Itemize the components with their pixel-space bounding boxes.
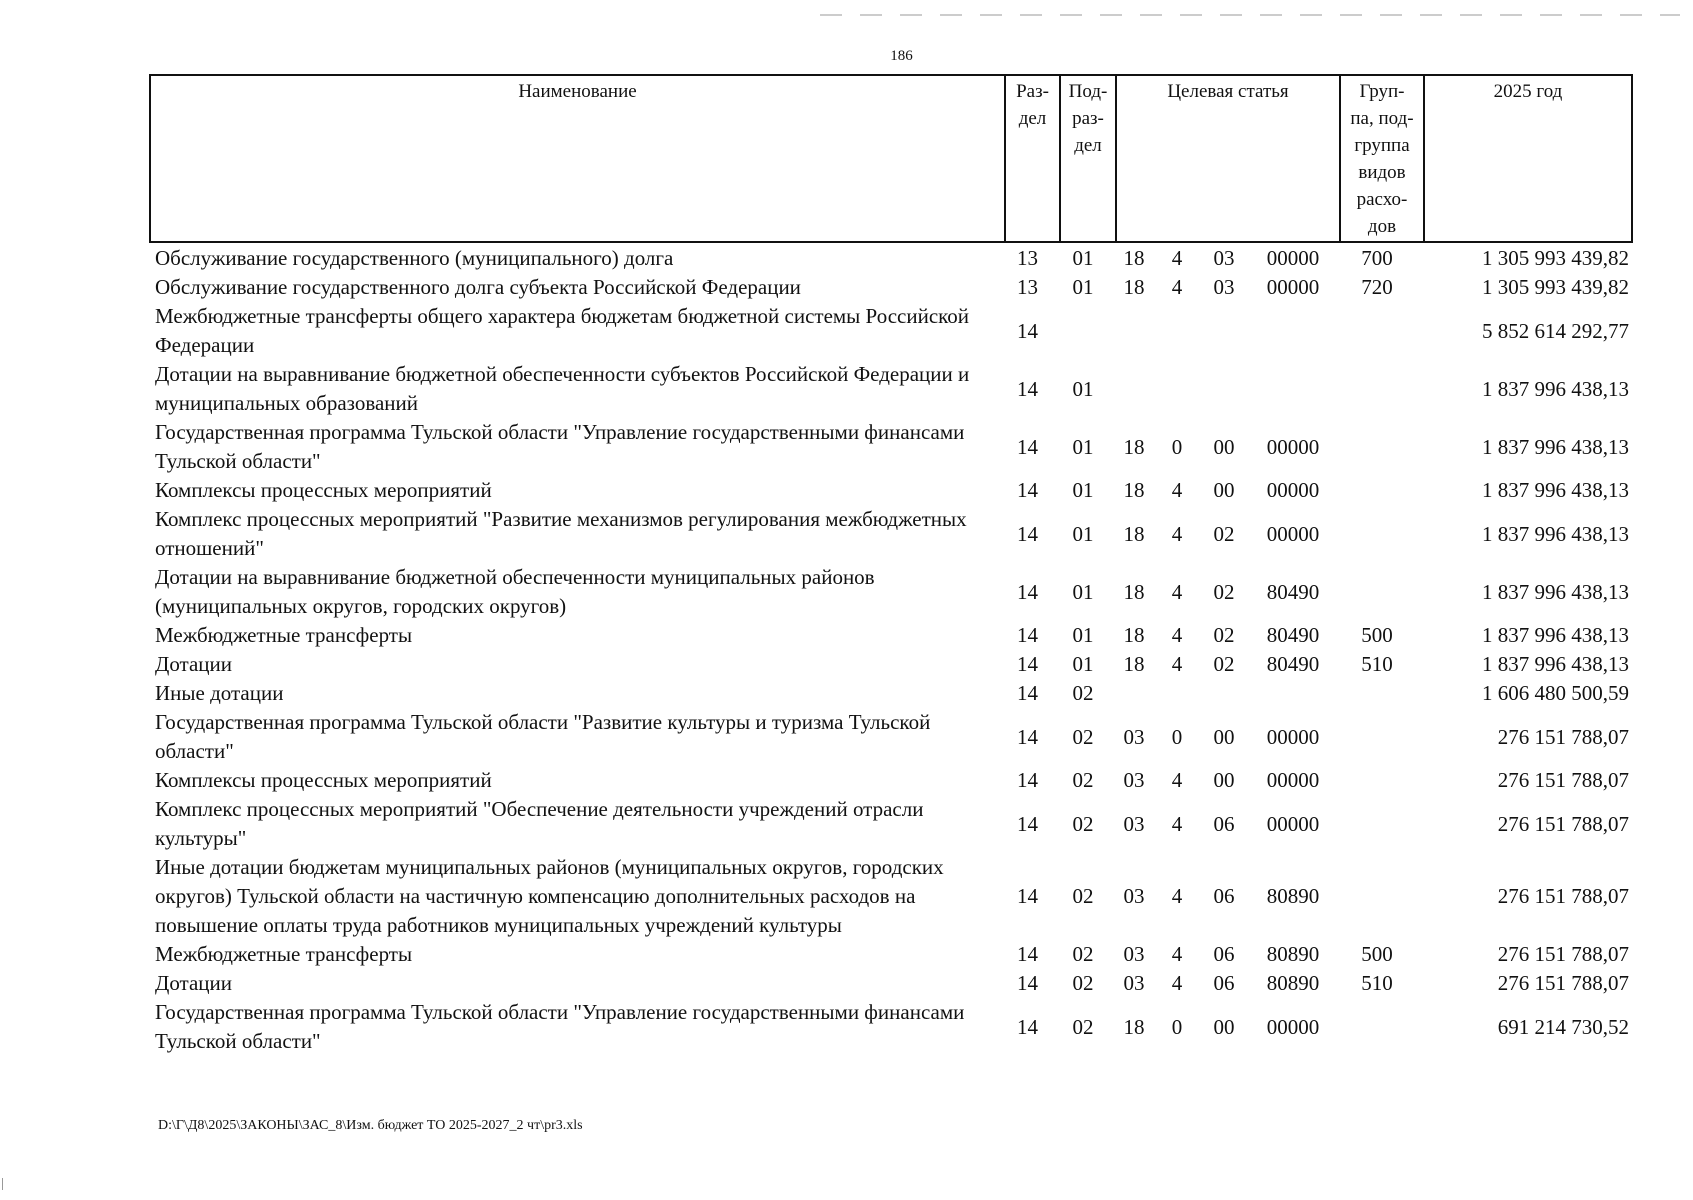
row-target-type: 4 xyxy=(1171,579,1183,604)
row-target-direction: 00 xyxy=(1213,434,1235,459)
header-target xyxy=(1115,76,1339,241)
row-target-direction: 06 xyxy=(1213,942,1235,966)
row-target-code: 00000 xyxy=(1266,478,1320,502)
row-target-direction: 00 xyxy=(1213,768,1235,792)
row-target-code: 00000 xyxy=(1266,811,1320,836)
row-target-direction: 00 xyxy=(1213,724,1235,749)
row-razdel: 14 xyxy=(1017,579,1038,604)
row-razdel: 14 xyxy=(1017,318,1038,343)
table-row xyxy=(149,621,1633,650)
row-target-code: 00000 xyxy=(1266,246,1320,270)
row-razdel: 14 xyxy=(1017,1014,1038,1039)
row-amount: 1 606 480 500,59 xyxy=(1482,681,1629,705)
table-row xyxy=(149,476,1633,505)
row-target-direction: 02 xyxy=(1213,579,1235,604)
table-body xyxy=(149,244,1633,1056)
file-path-footer: D:\Г\Д8\2025\ЗАКОНЫ\ЗАС_8\Изм. бюджет ТО 2025-2027_2 чт\pr3.xls xyxy=(158,1118,583,1133)
row-target-program: 18 xyxy=(1123,246,1145,270)
row-razdel: 14 xyxy=(1017,768,1038,792)
header-vid xyxy=(1339,76,1423,241)
row-name: Обслуживание государственного долга субъекта Российской Федерации xyxy=(155,275,801,299)
row-target-type: 4 xyxy=(1171,811,1183,836)
row-podrazdel: 02 xyxy=(1072,811,1094,836)
table-row xyxy=(149,795,1633,853)
row-name: Комплекс процессных мероприятий "Обеспечение деятельности учреждений отрасли культуры" xyxy=(155,797,924,850)
row-amount: 276 151 788,07 xyxy=(1497,768,1629,792)
row-name: Межбюджетные трансферты общего характера бюджетам бюджетной системы Российской Федерации xyxy=(155,304,970,357)
row-name: Межбюджетные трансферты xyxy=(155,942,413,966)
header-name xyxy=(151,76,1004,241)
row-razdel: 14 xyxy=(1017,521,1038,546)
table-row xyxy=(149,766,1633,795)
row-expense-type: 720 xyxy=(1361,275,1393,299)
header-vid-line: дов xyxy=(1367,216,1397,237)
row-target-program: 03 xyxy=(1123,884,1145,908)
row-name: Комплексы процессных мероприятий xyxy=(155,768,492,792)
table-row xyxy=(149,708,1633,766)
header-razdel-line: дел xyxy=(1018,108,1047,129)
table-row xyxy=(149,418,1633,476)
table-row xyxy=(149,302,1633,360)
header-razdel xyxy=(1004,76,1059,241)
row-target-type: 4 xyxy=(1171,652,1183,676)
table-header xyxy=(149,74,1633,243)
row-target-program: 18 xyxy=(1123,275,1145,299)
row-podrazdel: 02 xyxy=(1072,884,1094,908)
table-row xyxy=(149,650,1633,679)
row-target-code: 80890 xyxy=(1266,942,1320,966)
row-target-type: 4 xyxy=(1171,971,1183,995)
row-amount: 1 837 996 438,13 xyxy=(1482,478,1629,502)
row-amount: 1 837 996 438,13 xyxy=(1482,579,1629,604)
row-target-direction: 00 xyxy=(1213,1014,1235,1039)
row-target-type: 0 xyxy=(1171,434,1183,459)
row-podrazdel: 01 xyxy=(1072,579,1094,604)
row-target-program: 03 xyxy=(1123,768,1145,792)
table-row xyxy=(149,360,1633,418)
header-podrazdel-line: Под- xyxy=(1068,81,1108,102)
row-name: Комплексы процессных мероприятий xyxy=(155,478,492,502)
row-razdel: 14 xyxy=(1017,681,1038,705)
row-name: Иные дотации бюджетам муниципальных районов (муниципальных округов, городских округов) Тульской области на частичную компенсацию дополнительных расходов на повышение оплаты труда работников муниципальных учреждений культуры xyxy=(155,855,944,937)
row-target-program: 03 xyxy=(1123,971,1145,995)
header-podrazdel xyxy=(1059,76,1115,241)
row-podrazdel: 01 xyxy=(1072,275,1094,299)
row-target-program: 03 xyxy=(1123,811,1145,836)
row-podrazdel: 02 xyxy=(1072,942,1094,966)
row-razdel: 14 xyxy=(1017,971,1038,995)
row-podrazdel: 01 xyxy=(1072,652,1094,676)
row-amount: 1 305 993 439,82 xyxy=(1482,275,1629,299)
row-target-program: 18 xyxy=(1123,434,1145,459)
row-name: Межбюджетные трансферты xyxy=(155,623,413,647)
row-podrazdel: 01 xyxy=(1072,434,1094,459)
row-name: Обслуживание государственного (муниципального) долга xyxy=(155,246,674,270)
row-target-program: 18 xyxy=(1123,521,1145,546)
row-target-direction: 00 xyxy=(1213,478,1235,502)
row-target-code: 00000 xyxy=(1266,1014,1320,1039)
table-row xyxy=(149,998,1633,1056)
row-target-type: 4 xyxy=(1171,942,1183,966)
row-amount: 1 837 996 438,13 xyxy=(1482,434,1629,459)
row-expense-type: 700 xyxy=(1361,246,1393,270)
row-amount: 276 151 788,07 xyxy=(1497,884,1629,908)
row-podrazdel: 02 xyxy=(1072,724,1094,749)
table-row xyxy=(149,940,1633,969)
header-podrazdel-line: раз- xyxy=(1072,108,1104,129)
row-razdel: 14 xyxy=(1017,942,1038,966)
scan-artifact-line xyxy=(820,14,1680,16)
row-expense-type: 500 xyxy=(1361,942,1393,966)
row-target-code: 80890 xyxy=(1266,884,1320,908)
row-name: Государственная программа Тульской области "Управление государственными финансами Тульской области" xyxy=(155,420,965,473)
row-expense-type: 510 xyxy=(1361,652,1393,676)
row-razdel: 13 xyxy=(1017,275,1038,299)
row-name: Дотации xyxy=(155,971,233,995)
row-target-code: 80890 xyxy=(1266,971,1320,995)
table-row xyxy=(149,244,1633,273)
row-target-program: 18 xyxy=(1123,1014,1145,1039)
page-number: 186 xyxy=(890,48,913,64)
row-target-direction: 06 xyxy=(1213,971,1235,995)
row-amount: 691 214 730,52 xyxy=(1497,1014,1629,1039)
row-target-type: 4 xyxy=(1171,275,1183,299)
table-row xyxy=(149,679,1633,708)
row-amount: 1 837 996 438,13 xyxy=(1482,623,1629,647)
row-target-type: 4 xyxy=(1171,768,1183,792)
row-podrazdel: 01 xyxy=(1072,478,1094,502)
row-name: Государственная программа Тульской области "Развитие культуры и туризма Тульской области" xyxy=(155,710,931,763)
row-razdel: 14 xyxy=(1017,652,1038,676)
header-target-label: Целевая статья xyxy=(1167,81,1289,102)
row-target-program: 03 xyxy=(1123,724,1145,749)
row-amount: 1 305 993 439,82 xyxy=(1482,246,1629,270)
row-amount: 276 151 788,07 xyxy=(1497,724,1629,749)
row-target-code: 00000 xyxy=(1266,521,1320,546)
table-row xyxy=(149,563,1633,621)
row-name: Дотации xyxy=(155,652,233,676)
table-row xyxy=(149,273,1633,302)
row-target-program: 03 xyxy=(1123,942,1145,966)
row-target-direction: 02 xyxy=(1213,521,1235,546)
header-name-label: Наименование xyxy=(518,81,637,102)
header-year xyxy=(1423,76,1631,241)
row-podrazdel: 02 xyxy=(1072,1014,1094,1039)
row-target-direction: 02 xyxy=(1213,652,1235,676)
header-year-label: 2025 год xyxy=(1493,81,1563,102)
row-razdel: 14 xyxy=(1017,724,1038,749)
row-target-code: 00000 xyxy=(1266,434,1320,459)
header-vid-line: расхо- xyxy=(1356,189,1408,210)
row-podrazdel: 01 xyxy=(1072,246,1094,270)
row-target-code: 00000 xyxy=(1266,768,1320,792)
row-target-program: 18 xyxy=(1123,623,1145,647)
row-amount: 5 852 614 292,77 xyxy=(1482,318,1629,343)
row-target-code: 80490 xyxy=(1266,579,1320,604)
row-name: Дотации на выравнивание бюджетной обеспеченности субъектов Российской Федерации и муниципальных образований xyxy=(155,362,970,415)
row-amount: 1 837 996 438,13 xyxy=(1482,376,1629,401)
row-name: Государственная программа Тульской области "Управление государственными финансами Тульской области" xyxy=(155,1000,965,1053)
row-expense-type: 510 xyxy=(1361,971,1393,995)
row-target-type: 0 xyxy=(1171,724,1183,749)
row-target-type: 4 xyxy=(1171,521,1183,546)
row-razdel: 13 xyxy=(1017,246,1038,270)
header-razdel-line: Раз- xyxy=(1016,81,1049,102)
row-target-type: 4 xyxy=(1171,246,1183,270)
row-target-code: 80490 xyxy=(1266,652,1320,676)
row-target-type: 4 xyxy=(1171,623,1183,647)
row-amount: 276 151 788,07 xyxy=(1497,942,1629,966)
row-target-direction: 06 xyxy=(1213,811,1235,836)
row-podrazdel: 02 xyxy=(1072,768,1094,792)
row-podrazdel: 02 xyxy=(1072,681,1094,705)
table-row xyxy=(149,969,1633,998)
header-podrazdel-line: дел xyxy=(1074,135,1102,156)
header-vid-line: Груп- xyxy=(1359,81,1405,102)
scan-edge-mark xyxy=(2,1178,3,1190)
row-name: Иные дотации xyxy=(155,681,284,705)
table-row xyxy=(149,853,1633,940)
header-vid-line: видов xyxy=(1358,162,1406,183)
row-razdel: 14 xyxy=(1017,884,1038,908)
row-razdel: 14 xyxy=(1017,811,1038,836)
row-razdel: 14 xyxy=(1017,434,1038,459)
row-target-type: 0 xyxy=(1171,1014,1183,1039)
row-target-program: 18 xyxy=(1123,478,1145,502)
row-target-direction: 03 xyxy=(1213,246,1235,270)
row-podrazdel: 01 xyxy=(1072,623,1094,647)
row-target-direction: 06 xyxy=(1213,884,1235,908)
row-amount: 276 151 788,07 xyxy=(1497,811,1629,836)
row-amount: 276 151 788,07 xyxy=(1497,971,1629,995)
row-target-direction: 02 xyxy=(1213,623,1235,647)
row-target-code: 80490 xyxy=(1266,623,1320,647)
row-target-code: 00000 xyxy=(1266,724,1320,749)
row-razdel: 14 xyxy=(1017,623,1038,647)
row-amount: 1 837 996 438,13 xyxy=(1482,652,1629,676)
row-target-direction: 03 xyxy=(1213,275,1235,299)
header-vid-line: группа xyxy=(1354,135,1410,156)
row-target-code: 00000 xyxy=(1266,275,1320,299)
row-target-type: 4 xyxy=(1171,478,1183,502)
row-target-type: 4 xyxy=(1171,884,1183,908)
header-vid-line: па, под- xyxy=(1350,108,1414,129)
row-razdel: 14 xyxy=(1017,376,1038,401)
row-name: Комплекс процессных мероприятий "Развитие механизмов регулирования межбюджетных отношений" xyxy=(155,507,967,560)
row-target-program: 18 xyxy=(1123,652,1145,676)
row-name: Дотации на выравнивание бюджетной обеспеченности муниципальных районов (муниципальных округов, городских округов) xyxy=(155,565,875,618)
row-razdel: 14 xyxy=(1017,478,1038,502)
row-expense-type: 500 xyxy=(1361,623,1393,647)
row-amount: 1 837 996 438,13 xyxy=(1482,521,1629,546)
row-podrazdel: 02 xyxy=(1072,971,1094,995)
row-podrazdel: 01 xyxy=(1072,521,1094,546)
table-row xyxy=(149,505,1633,563)
row-target-program: 18 xyxy=(1123,579,1145,604)
row-podrazdel: 01 xyxy=(1072,376,1094,401)
